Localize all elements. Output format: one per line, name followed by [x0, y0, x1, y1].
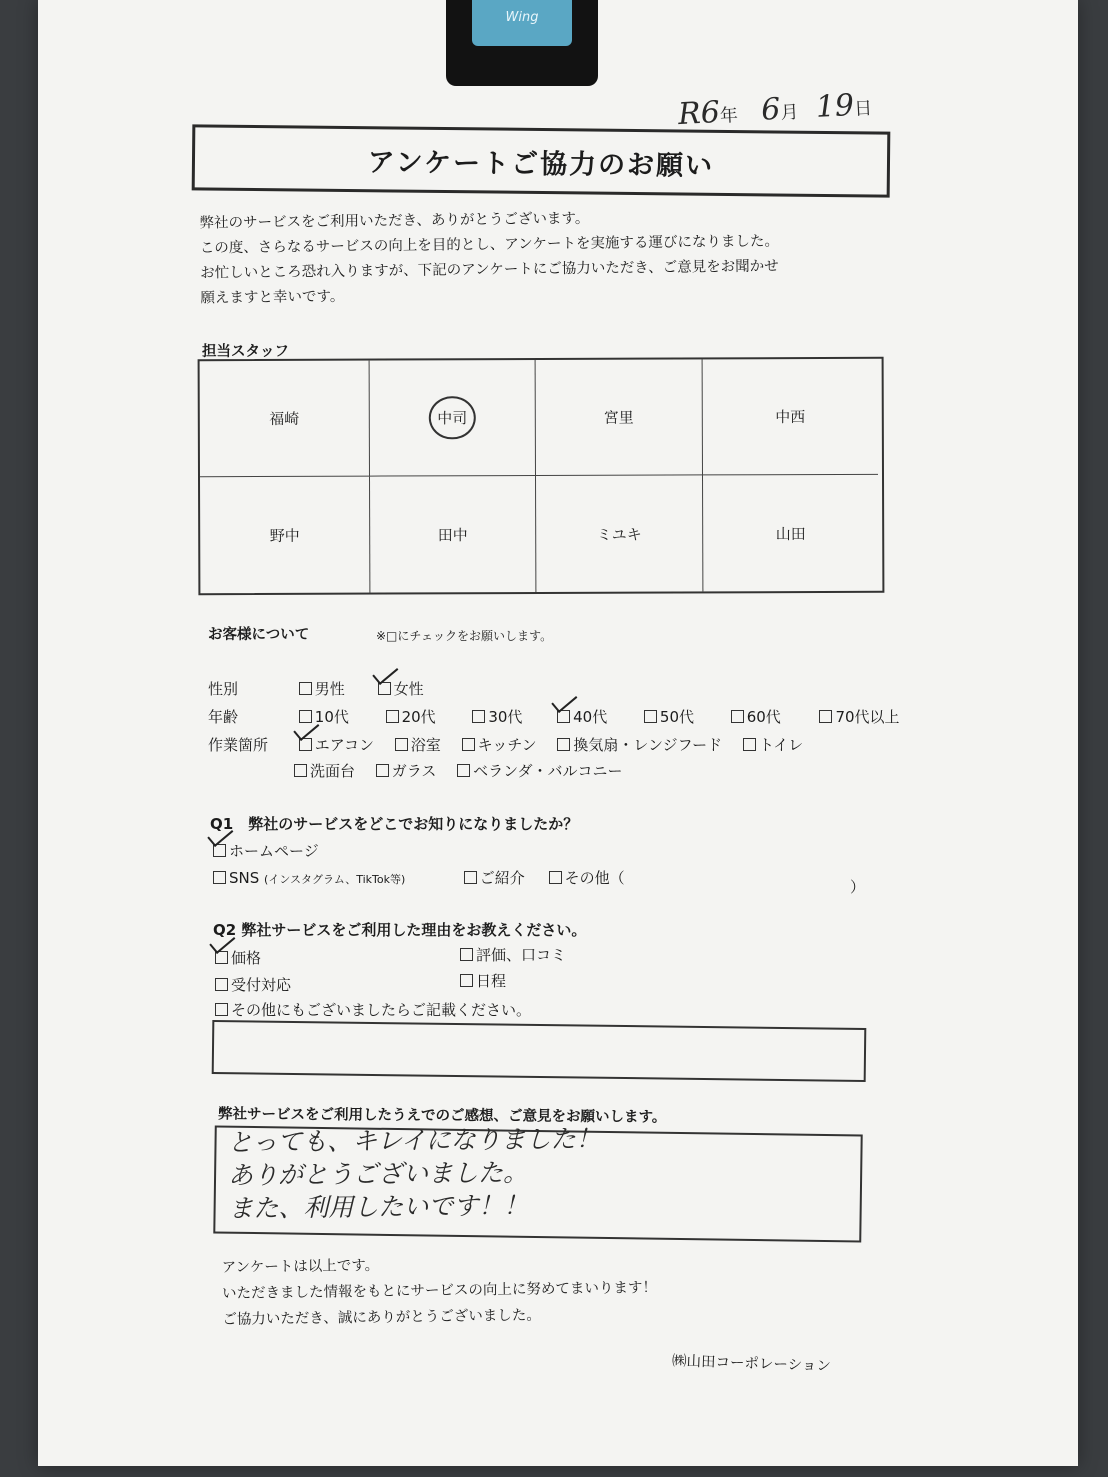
intro-line: 弊社のサービスをご利用いただき、ありがとうございます。 — [199, 210, 590, 232]
q1-other-close: ） — [850, 878, 866, 896]
checkbox[interactable] — [462, 738, 475, 751]
checkbox[interactable] — [460, 948, 473, 961]
checkbox[interactable] — [294, 764, 307, 777]
date-month: 6 — [760, 91, 782, 128]
checkbox[interactable] — [460, 974, 473, 987]
work-option[interactable]: 換気扇・レンジフード — [557, 736, 722, 754]
checkbox[interactable] — [215, 1003, 228, 1016]
staff-cell[interactable] — [536, 475, 703, 592]
gender-option-female[interactable]: 女性 — [378, 680, 424, 698]
checkbox[interactable] — [731, 710, 744, 723]
work-option-checked[interactable]: エアコン — [299, 736, 374, 754]
work-row — [208, 734, 803, 755]
staff-cell[interactable] — [200, 477, 370, 594]
work-label: 作業箇所 — [208, 736, 269, 754]
work-option[interactable]: ガラス — [376, 762, 437, 780]
staff-cell[interactable] — [703, 475, 878, 592]
checkbox[interactable] — [215, 978, 228, 991]
q1-other-option[interactable]: その他（ — [549, 869, 625, 887]
checkbox-checked[interactable] — [213, 844, 226, 857]
work-option[interactable]: 浴室 — [395, 736, 441, 754]
work-option[interactable]: 洗面台 — [294, 762, 355, 780]
checkbox[interactable] — [376, 764, 389, 777]
checkbox-checked[interactable] — [215, 951, 228, 964]
age-option[interactable]: 50代 — [644, 706, 726, 727]
gender-row — [208, 678, 424, 699]
feedback-line: ありがとうございました。 — [227, 1157, 529, 1190]
sns-note: (インスタグラム、TikTok等) — [264, 873, 406, 886]
date-month-unit: 月 — [779, 101, 800, 124]
checkbox-checked[interactable] — [299, 738, 312, 751]
age-option[interactable]: 60代 — [731, 706, 815, 727]
staff-cell[interactable] — [370, 476, 536, 593]
checkbox[interactable] — [819, 710, 832, 723]
age-option[interactable]: 10代 — [299, 706, 381, 727]
gender-option-male[interactable]: 男性 — [299, 680, 345, 698]
checkbox[interactable] — [743, 738, 756, 751]
checkbox[interactable] — [549, 871, 562, 884]
customer-section-label: お客様について — [208, 627, 310, 643]
work-option[interactable]: キッチン — [462, 736, 537, 754]
q2-schedule-option[interactable]: 日程 — [460, 970, 506, 991]
staff-grid — [198, 357, 885, 595]
date-year: 6 — [699, 94, 721, 131]
feedback-label: 弊社サービスをご利用したうえでのご感想、ご意見をお願いします。 — [217, 1106, 667, 1126]
staff-name: 野中 — [269, 526, 300, 545]
staff-name: 中西 — [775, 408, 806, 427]
staff-name: 福崎 — [269, 409, 300, 428]
date-year-unit: 年 — [719, 104, 739, 127]
age-label: 年齢 — [208, 708, 239, 726]
customer-note: ※□にチェックをお願いします。 — [376, 629, 553, 643]
checkbox[interactable] — [395, 738, 408, 751]
checkbox[interactable] — [457, 764, 470, 777]
closing-line: アンケートは以上です。 — [221, 1257, 380, 1277]
clip-brand-label: Wing — [472, 0, 572, 46]
checkbox[interactable] — [386, 710, 399, 723]
q2-label: Q2 弊社サービスをご利用した理由をお教えください。 — [213, 921, 587, 939]
q2-review-option[interactable]: 評価、口コミ — [460, 944, 566, 965]
intro-line: 願えますと幸いです。 — [200, 288, 345, 307]
binder-clip — [446, 0, 598, 86]
q2-reception-option[interactable]: 受付対応 — [215, 974, 291, 995]
checkbox[interactable] — [213, 871, 226, 884]
q1-sns-option[interactable]: SNS (インスタグラム、TikTok等) — [213, 869, 459, 887]
checkbox[interactable] — [644, 710, 657, 723]
feedback-line: また、利用したいです！！ — [228, 1190, 529, 1223]
q1-homepage-option[interactable]: ホームページ — [213, 840, 319, 861]
staff-cell[interactable] — [536, 359, 703, 476]
q1-intro-option[interactable]: ご紹介 — [464, 867, 544, 888]
work-row-2 — [294, 760, 623, 781]
intro-line: この度、さらなるサービスの向上を目的とし、アンケートを実施する運びになりました。 — [199, 233, 780, 257]
age-option-checked[interactable]: 40代 — [557, 706, 639, 727]
staff-cell-selected[interactable] — [370, 360, 536, 477]
intro-text — [199, 204, 779, 311]
company-name: ㈱山田コーポレーション — [671, 1353, 832, 1375]
closing-text — [221, 1249, 657, 1333]
staff-section-label: 担当スタッフ — [202, 344, 289, 360]
work-option[interactable]: トイレ — [743, 736, 803, 754]
staff-name-circled: 中司 — [429, 396, 475, 439]
checkbox[interactable] — [464, 871, 477, 884]
staff-cell[interactable] — [200, 361, 370, 478]
checkbox[interactable] — [299, 682, 312, 695]
staff-name: 田中 — [437, 525, 468, 544]
staff-name: 宮里 — [603, 408, 634, 427]
q2-price-option[interactable]: 価格 — [215, 947, 261, 968]
date-era: R — [677, 95, 702, 133]
checkbox-checked[interactable] — [378, 682, 391, 695]
intro-line: お忙しいところ恐れ入りますが、下記のアンケートにご協力いただき、ご意見をお聞かせ — [200, 258, 779, 282]
closing-line: いただきました情報をもとにサービスの向上に努めてまいります！ — [221, 1279, 658, 1303]
checkbox[interactable] — [472, 710, 485, 723]
age-option[interactable]: 30代 — [472, 706, 552, 727]
date-day-unit: 日 — [853, 97, 873, 120]
work-option[interactable]: ベランダ・バルコニー — [457, 762, 622, 780]
checkbox[interactable] — [557, 738, 570, 751]
closing-line: ご協力いただき、誠にありがとうございました。 — [222, 1307, 541, 1329]
q2-other-option[interactable]: その他にもございましたらご記載ください。 — [215, 999, 531, 1020]
staff-cell[interactable] — [703, 359, 878, 476]
date-day: 19 — [814, 87, 855, 125]
q1-label: Q1 弊社のサービスをどこでお知りになりましたか？ — [210, 815, 579, 833]
q1-options-row — [213, 867, 625, 888]
gender-label: 性別 — [208, 680, 239, 698]
staff-name: 山田 — [775, 524, 806, 543]
feedback-line: とっても、キレイになりました！ — [227, 1124, 601, 1157]
q2-other-input[interactable] — [212, 1020, 867, 1082]
age-option[interactable]: 20代 — [386, 706, 468, 727]
staff-name: ミユキ — [596, 525, 642, 544]
page-title: アンケートご協力のお願い — [192, 124, 891, 197]
age-option[interactable]: 70代以上 — [819, 708, 899, 726]
checkbox-checked[interactable] — [557, 710, 570, 723]
feedback-handwritten — [227, 1122, 601, 1225]
